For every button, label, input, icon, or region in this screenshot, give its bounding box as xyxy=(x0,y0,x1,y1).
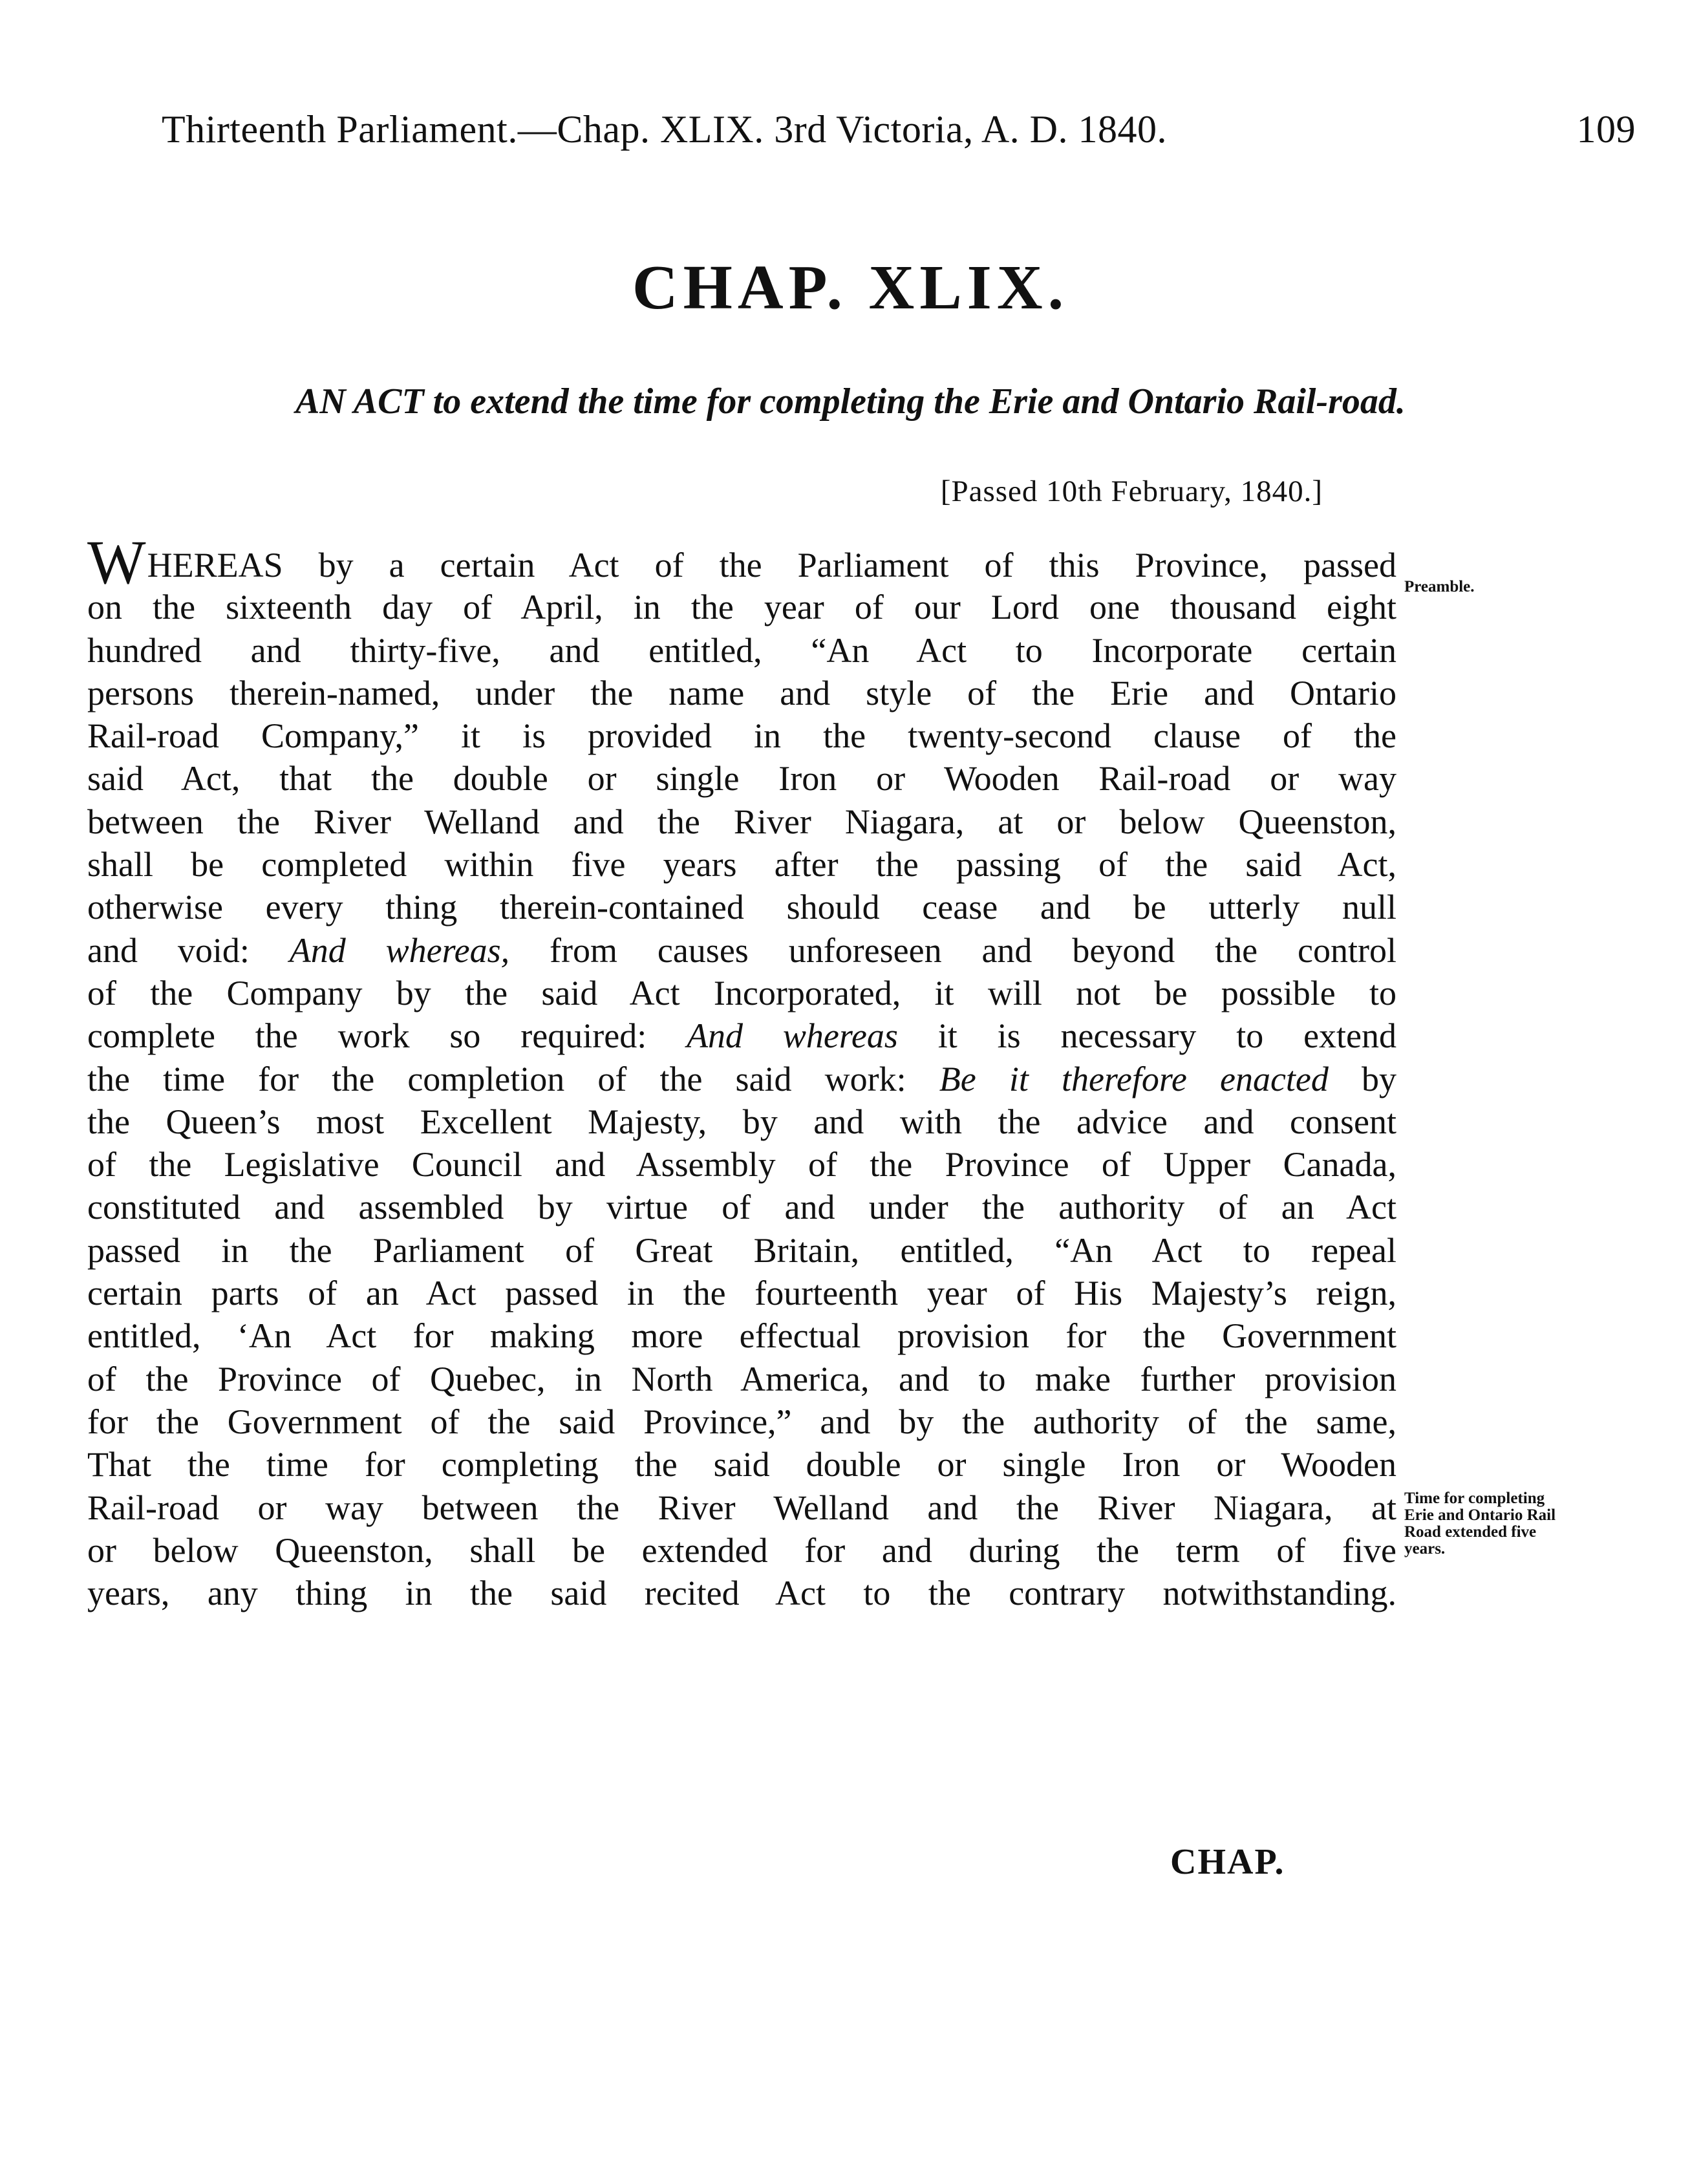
body-line: certain parts of an Act passed in the fourteenth year of His Majesty’s reign, xyxy=(87,1274,1396,1313)
body-line: Rail-road Company,” it is provided in the twenty-second clause of the xyxy=(87,716,1396,756)
body-line: between the River Welland and the River Niagara, at or below Queenston, xyxy=(87,802,1396,841)
body-line: passed in the Parliament of Great Britain, entitled, “An Act to repeal xyxy=(87,1230,1396,1270)
body-line: the Queen’s most Excellent Majesty, by and with the advice and consent xyxy=(87,1102,1396,1141)
body-line: of the Legislative Council and Assembly of the Province of Upper Canada, xyxy=(87,1145,1396,1184)
body-line: for the Government of the said Province,” and by the authority of the same, xyxy=(87,1402,1396,1441)
body-line: of the Company by the said Act Incorporated, it will not be possible to xyxy=(87,973,1396,1012)
running-head-title: Thirteenth Parliament.—Chap. XLIX. 3rd Victoria, A. D. 1840. xyxy=(162,108,1167,151)
body-line: on the sixteenth day of April, in the year of our Lord one thousand eight xyxy=(87,588,1396,627)
margin-note-preamble: Preamble. xyxy=(1404,578,1475,595)
margin-note-time-extension xyxy=(1404,1490,1556,1558)
body-line: or below Queenston, shall be extended for and during the term of five xyxy=(87,1530,1396,1570)
body-line: otherwise every thing therein-contained should cease and be utterly null xyxy=(87,888,1396,927)
body-line: hundred and thirty-five, and entitled, “An Act to Incorporate certain xyxy=(87,630,1396,670)
running-head xyxy=(162,103,1636,155)
body-line: shall be completed within five years after the passing of the said Act, xyxy=(87,845,1396,884)
italic-phrase: And whereas, xyxy=(289,930,510,970)
body-line: WHEREAS by a certain Act of the Parliament of this Province, passed xyxy=(87,528,1396,597)
margin-note-line: Time for completing xyxy=(1404,1490,1545,1507)
act-title: AN ACT to extend the time for completing the Erie and Ontario Rail-road. xyxy=(295,381,1406,422)
margin-note-line: years. xyxy=(1404,1540,1446,1558)
body-line: Rail-road or way between the River Welland and the River Niagara, at xyxy=(87,1488,1396,1527)
body-line: persons therein-named, under the name and style of the Erie and Ontario xyxy=(87,673,1396,712)
italic-phrase: And whereas xyxy=(687,1016,898,1056)
body-line: and void: And whereas, from causes unforeseen and beyond the control xyxy=(87,930,1396,970)
body-line: constituted and assembled by virtue of and under the authority of an Act xyxy=(87,1188,1396,1227)
passed-date: [Passed 10th February, 1840.] xyxy=(940,475,1323,508)
body-line: said Act, that the double or single Iron or Wooden Rail-road or way xyxy=(87,759,1396,798)
body-line: the time for the completion of the said work: Be it therefore enacted by xyxy=(87,1059,1397,1098)
catchword: CHAP. xyxy=(1170,1842,1285,1882)
margin-note-line: Erie and Ontario Rail xyxy=(1404,1506,1556,1524)
body-line: of the Province of Quebec, in North America, and to make further provision xyxy=(87,1359,1396,1398)
margin-note-line: Road extended five xyxy=(1404,1523,1537,1541)
italic-phrase: Be it therefore enacted xyxy=(939,1059,1329,1098)
body-line: That the time for completing the said double or single Iron or Wooden xyxy=(87,1445,1396,1484)
page-number: 109 xyxy=(1576,108,1636,151)
body-line: complete the work so required: And whereas it is necessary to extend xyxy=(87,1016,1397,1056)
drop-cap: W xyxy=(87,528,146,597)
act-body xyxy=(87,528,1397,1614)
body-line: years, any thing in the said recited Act to the contrary notwithstanding. xyxy=(87,1574,1396,1613)
body-line: entitled, ‘An Act for making more effectual provision for the Government xyxy=(87,1316,1396,1356)
chapter-title: CHAP. XLIX. xyxy=(632,253,1069,323)
